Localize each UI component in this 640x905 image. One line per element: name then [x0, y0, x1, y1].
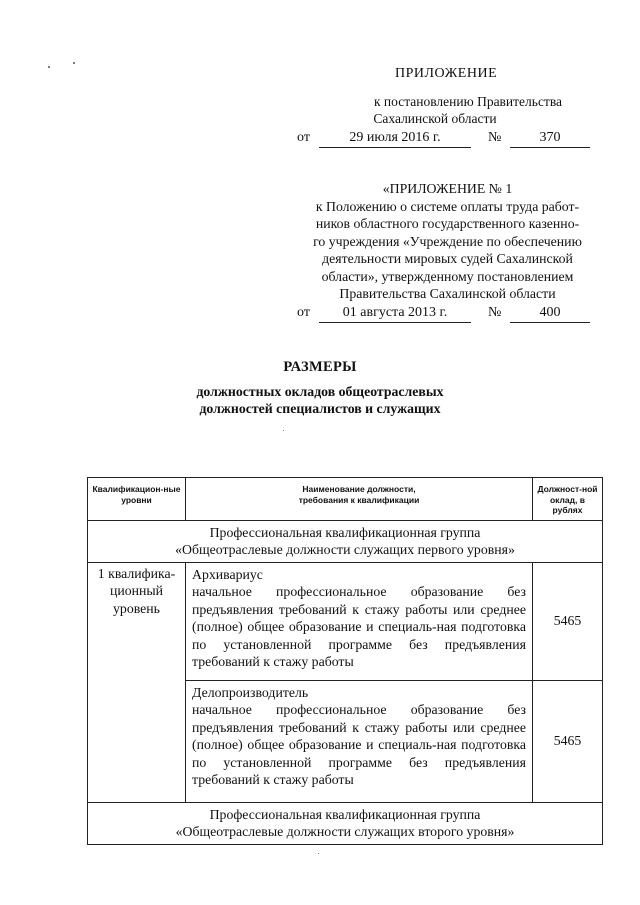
position-archivist: [186, 562, 533, 680]
resolution-date-line: [0, 130, 640, 150]
document-subtitle-line2: должностей специалистов и служащих: [199, 401, 441, 416]
appendix-ref-line: области», утвержденному постановлением: [321, 268, 574, 284]
salary-value: 5465: [533, 562, 603, 680]
appendix-reference: [290, 180, 605, 303]
appendix-ref-line: деятельности мировых судей Сахалинской: [322, 251, 573, 266]
position-requirements: начальное профессиональное образование без предъявления требований к стажу работы или среднее (полное) общее образование и специаль-ная подготовка по установленной программе без предъявления требований к стажу работы: [192, 584, 526, 669]
appendix-ref-line: «ПРИЛОЖЕНИЕ № 1: [382, 181, 513, 196]
region-line: Сахалинской области: [373, 111, 497, 126]
level-line: ционный: [109, 583, 164, 598]
salary-table: [87, 477, 603, 845]
group-row: [88, 802, 603, 844]
number-label: №: [488, 305, 502, 320]
table-row: [88, 562, 603, 680]
resolution-line: к постановлению Правительства: [373, 94, 563, 109]
document-subtitle-line1: должностных окладов общеотраслевых: [196, 384, 444, 399]
appendix-title: ПРИЛОЖЕНИЕ: [395, 66, 498, 81]
appendix-ref-line: к Положению о системе оплаты труда работ-: [315, 198, 580, 214]
appendix-date-line: [0, 305, 640, 325]
appendix-number: 400: [510, 305, 590, 323]
position-requirements: начальное профессиональное образование без предъявления требований к стажу работы или среднее (полное) общее образование и специаль-ная подготовка по установленной программе без предъявления требований к стажу работы: [192, 702, 526, 787]
header-qualification-levels: Квалификацион-ные уровни: [88, 478, 186, 521]
position-clerk: [186, 680, 533, 802]
resolution-date: 29 июля 2016 г.: [319, 130, 471, 148]
position-name: Делопроизводитель: [192, 684, 309, 700]
header-position-line2: требования к квалификации: [298, 494, 420, 505]
group-name: «Общеотраслевые должности служащих второго уровня»: [175, 824, 515, 839]
header-position-requirements: [186, 478, 533, 521]
scan-speck: [318, 853, 319, 854]
group-label: Профессиональная квалификационная группа: [209, 524, 481, 540]
group-row: [88, 520, 603, 562]
header-salary: Должност-ной оклад, в рублях: [533, 478, 603, 521]
qualification-level-1: [88, 562, 186, 802]
position-name: Архивариус: [192, 566, 263, 582]
salary-value: 5465: [533, 680, 603, 802]
level-line: уровень: [113, 600, 160, 616]
resolution-number: 370: [510, 130, 590, 148]
appendix-ref-line: Правительства Сахалинской области: [339, 286, 556, 301]
from-label: от: [297, 130, 310, 145]
appendix-ref-line: ников областного государственного казенно-: [315, 216, 580, 231]
group-label: Профессиональная квалификационная группа: [209, 806, 481, 822]
table-header-row: [88, 478, 603, 521]
from-label: от: [297, 305, 310, 320]
header-position-line1: Наименование должности,: [302, 484, 416, 494]
appendix-date: 01 августа 2013 г.: [319, 305, 471, 323]
appendix-ref-line: го учреждения «Учреждение по обеспечению: [313, 233, 582, 249]
scan-speck: [283, 430, 284, 431]
professional-group-2: [88, 802, 603, 844]
scan-speck: [73, 62, 75, 64]
professional-group-1: [88, 520, 603, 562]
number-label: №: [488, 130, 502, 145]
level-line: 1 квалифика-: [97, 565, 176, 581]
scan-speck: [48, 66, 50, 68]
document-title: РАЗМЕРЫ: [283, 359, 357, 375]
group-name: «Общеотраслевые должности служащих первого уровня»: [175, 542, 515, 557]
